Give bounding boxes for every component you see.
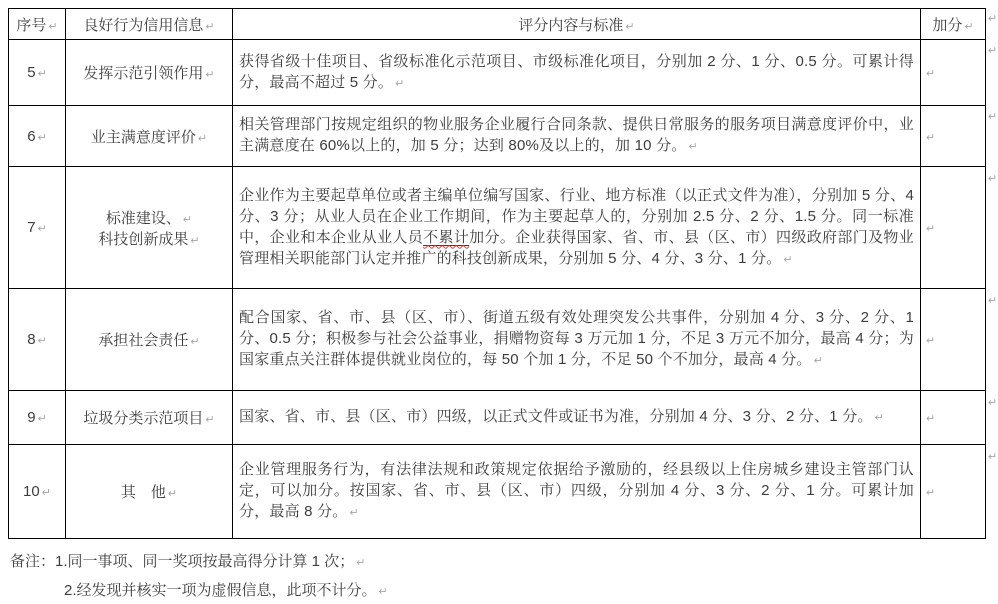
end-of-cell-mark-icon: ↵ xyxy=(205,414,215,426)
end-of-cell-mark-icon: ↵ xyxy=(926,413,936,425)
row-number: 5 xyxy=(27,64,36,81)
criteria-text: 加分。企业获得国家、省、市、县（区、市）四级政府部门及物业管理相关职能部门认定并推广的科技创新成果，分别加 5 分、4 分、3 分、1 分。 xyxy=(239,228,914,267)
row-info-label: 垃圾分类示范项目 xyxy=(83,410,204,427)
row-5-criteria xyxy=(233,40,921,106)
row-8-criteria xyxy=(233,289,921,391)
criteria-text: 企业管理服务行为，有法律法规和政策规定依据给予激励的，经县级以上住房城乡建设主管部门认定，可以加分。按国家、省、市、县（区、市）四级，分别加 4 分、3 分、2 分、1 分。可累计加分，最高 8 分。 xyxy=(239,461,914,520)
end-of-cell-mark-icon: ↵ xyxy=(205,20,215,33)
row-6-no xyxy=(9,106,66,167)
note-text: 2.经发现并核实一项为虚假信息，此项不计分。 xyxy=(64,582,377,599)
row-9-info xyxy=(66,391,233,445)
notes-line-2 xyxy=(64,581,388,602)
row-9-criteria xyxy=(233,391,921,445)
row-5-bonus xyxy=(921,40,986,106)
end-of-cell-mark-icon: ↵ xyxy=(167,488,178,500)
table-row-8 xyxy=(9,289,986,391)
end-of-cell-mark-icon: ↵ xyxy=(37,413,47,425)
row-7-bonus xyxy=(921,167,986,289)
header-criteria-label: 评分内容与标准 xyxy=(518,16,624,34)
row-number: 9 xyxy=(27,409,36,426)
end-of-row-mark-icon: ↵ xyxy=(988,111,998,123)
row-info-label-line1 xyxy=(72,207,226,228)
row-info-label: 发挥示范引领作用 xyxy=(83,65,204,82)
row-7-info xyxy=(66,167,233,289)
row-8-info xyxy=(66,289,233,391)
end-of-cell-mark-icon: ↵ xyxy=(349,507,359,519)
row-5-info xyxy=(66,40,233,106)
row-number: 10 xyxy=(23,483,40,500)
row-10-info xyxy=(66,445,233,539)
table-header-row xyxy=(9,9,986,40)
criteria-text: 获得省级十佳项目、省级标准化示范项目、市级标准化项目，分别加 2 分、1 分、0.5 分。可累计得分，最高不超过 5 分。 xyxy=(239,52,914,91)
end-of-row-mark-icon: ↵ xyxy=(988,13,998,25)
header-no-label: 序号 xyxy=(16,16,47,34)
row-info-label: 业主满意度评价 xyxy=(90,128,196,146)
end-of-cell-mark-icon: ↵ xyxy=(197,132,208,145)
end-of-cell-mark-icon: ↵ xyxy=(688,141,698,153)
row-info-label: 承担社会责任 xyxy=(98,332,189,349)
row-info-label-line2 xyxy=(72,228,226,249)
end-of-cell-mark-icon: ↵ xyxy=(41,487,51,499)
end-of-cell-mark-icon: ↵ xyxy=(48,20,58,33)
row-7-criteria xyxy=(233,167,921,289)
end-of-cell-mark-icon: ↵ xyxy=(813,355,824,367)
table-row-6 xyxy=(9,106,986,167)
criteria-text: 配合国家、省、市、县（区、市）、街道五级有效处理突发公共事件，分别加 4 分、3 分、2 分、1 分、0.5 分；积极参与社会公益事业，捐赠物资每 3 万元加 1 分，不足 3 万元不加分，最高 4 分；为国家重点关注群体提供就业岗位的，每 50 个加 1 分，不足 50 个不加分，最高 4 分。 xyxy=(239,309,914,368)
header-no xyxy=(9,9,66,40)
row-9-bonus xyxy=(921,391,986,445)
row-8-bonus xyxy=(921,289,986,391)
row-10-criteria xyxy=(233,445,921,539)
row-6-info xyxy=(66,106,233,167)
row-number: 7 xyxy=(27,219,36,236)
end-of-cell-mark-icon: ↵ xyxy=(926,68,936,80)
criteria-text: 企业作为主要起草单位或者主编单位编写国家、行业、地方标准（以正式文件为准），分别加 5 分、4 分、3 分；从业人员在企业工作期间，作为主要起草人的，分别加 2.5 分、2 分、1.5 分。同一标准中，企业和本企业从业人员 xyxy=(239,186,914,246)
row-6-criteria xyxy=(233,106,921,167)
header-bonus xyxy=(921,9,986,40)
end-of-cell-mark-icon: ↵ xyxy=(37,335,47,347)
row-8-no xyxy=(9,289,66,391)
end-of-cell-mark-icon: ↵ xyxy=(874,412,885,424)
end-of-cell-mark-icon: ↵ xyxy=(926,335,936,347)
header-criteria xyxy=(233,9,921,40)
table-row-9 xyxy=(9,391,986,445)
underlined-phrase xyxy=(423,229,469,246)
end-of-cell-mark-icon: ↵ xyxy=(205,69,215,81)
end-of-paragraph-mark-icon: ↵ xyxy=(356,557,366,569)
row-10-no xyxy=(9,445,66,539)
end-of-cell-mark-icon: ↵ xyxy=(190,234,200,247)
row-9-no xyxy=(9,391,66,445)
end-of-row-mark-icon: ↵ xyxy=(988,397,998,409)
end-of-cell-mark-icon: ↵ xyxy=(182,213,193,226)
row-number: 8 xyxy=(27,331,36,348)
criteria-text: 国家、省、市、县（区、市）四级，以正式文件或证书为准，分别加 4 分、3 分、2 分、1 分。 xyxy=(239,408,873,425)
label-text: 标准建设、 xyxy=(105,209,181,227)
table-row-7 xyxy=(9,167,986,289)
end-of-cell-mark-icon: ↵ xyxy=(190,336,200,348)
end-of-cell-mark-icon: ↵ xyxy=(926,487,936,499)
row-7-no xyxy=(9,167,66,289)
note-text: 备注：1.同一事项、同一奖项按最高得分计算 1 次； xyxy=(10,553,355,570)
header-info xyxy=(66,9,233,40)
end-of-row-mark-icon: ↵ xyxy=(988,451,998,463)
end-of-paragraph-mark-icon: ↵ xyxy=(378,586,388,598)
end-of-cell-mark-icon: ↵ xyxy=(37,223,47,235)
spellcheck-wavy-underline: 不累计 xyxy=(423,228,470,246)
table-row-10 xyxy=(9,445,986,539)
row-info-label: 其 他 xyxy=(120,484,166,501)
row-number: 6 xyxy=(27,127,36,145)
end-of-cell-mark-icon: ↵ xyxy=(395,77,405,90)
end-of-cell-mark-icon: ↵ xyxy=(37,68,47,80)
credit-score-table xyxy=(8,8,986,539)
label-text: 科技创新成果 xyxy=(98,230,189,248)
end-of-row-mark-icon: ↵ xyxy=(988,295,998,307)
end-of-cell-mark-icon: ↵ xyxy=(926,223,936,235)
row-5-no xyxy=(9,40,66,106)
row-6-bonus xyxy=(921,106,986,167)
criteria-text: 相关管理部门按规定组织的物业服务企业履行合同条款、提供日常服务的服务项目满意度评价中，业主满意度在 60%以上的，加 5 分；达到 80%及以上的，加 10 分。 xyxy=(239,116,914,154)
header-info-label: 良好行为信用信息 xyxy=(83,16,204,34)
end-of-row-mark-icon: ↵ xyxy=(988,173,998,185)
end-of-cell-mark-icon: ↵ xyxy=(37,131,47,144)
end-of-cell-mark-icon: ↵ xyxy=(783,253,793,266)
row-10-bonus xyxy=(921,445,986,539)
header-bonus-label: 加分 xyxy=(932,16,963,34)
end-of-cell-mark-icon: ↵ xyxy=(625,20,635,33)
notes-line-1 xyxy=(10,552,365,573)
end-of-cell-mark-icon: ↵ xyxy=(926,131,936,144)
end-of-cell-mark-icon: ↵ xyxy=(964,20,974,33)
table-row-5 xyxy=(9,40,986,106)
end-of-row-mark-icon: ↵ xyxy=(988,45,998,57)
